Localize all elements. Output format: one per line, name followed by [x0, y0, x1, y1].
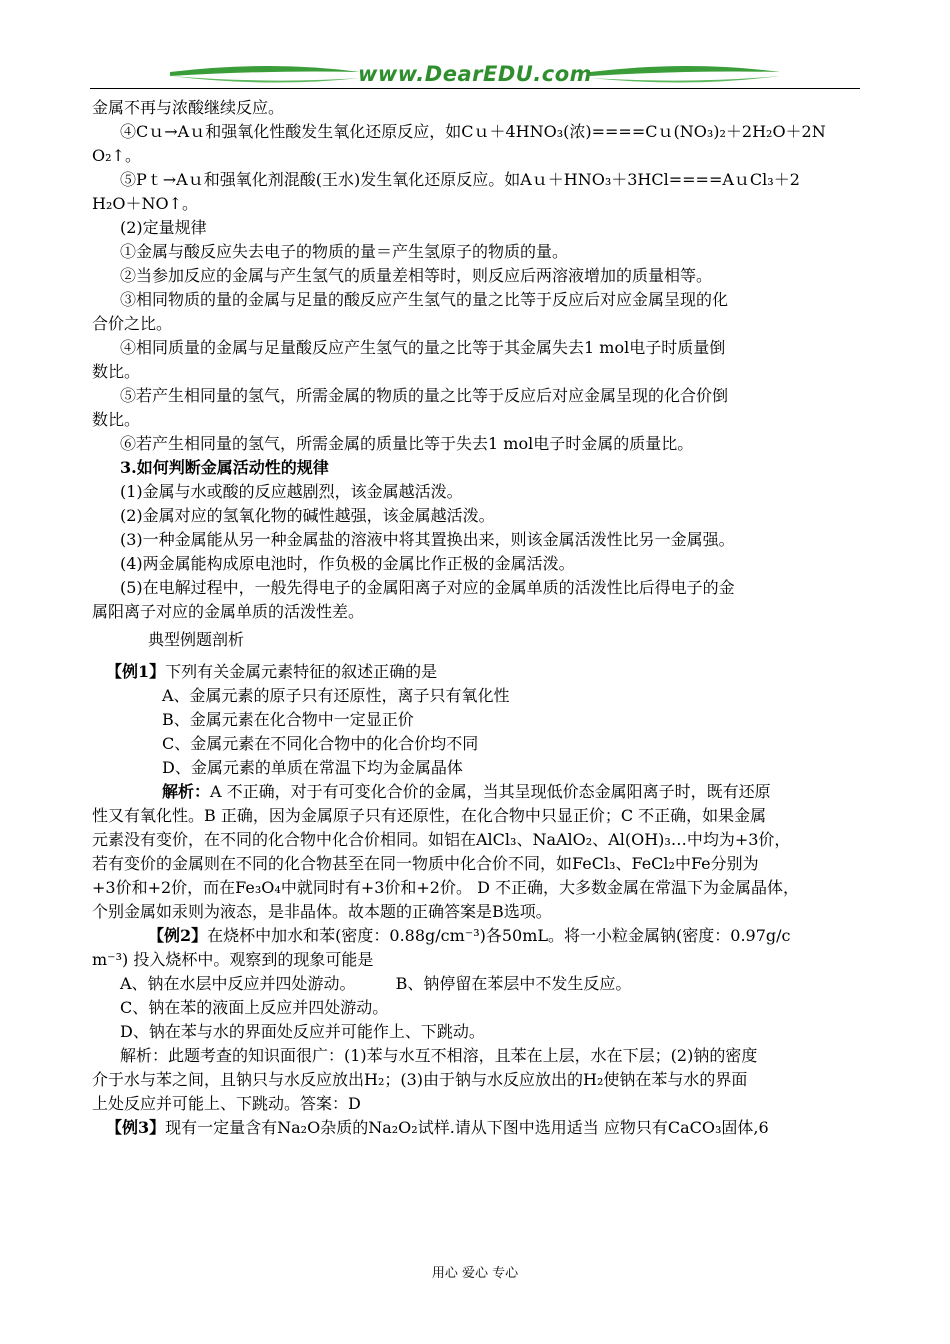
- text-line: (2)金属对应的氢氧化物的碱性越强，该金属越活泼。: [120, 506, 495, 525]
- text-line: 上处反应并可能上、下跳动。答案：D: [92, 1094, 361, 1113]
- text-line: 金属不再与浓酸继续反应。: [92, 98, 285, 117]
- text-line: ④Cｕ→Aｕ和强氧化性酸发生氧化还原反应，如Cｕ＋4HNO₃(浓)====Cｕ(NO₃)₂＋2H₂O＋2N: [120, 122, 826, 141]
- site-header-banner: [90, 58, 860, 92]
- text-line: 下列有关金属元素特征的叙述正确的是: [165, 662, 438, 681]
- text-line: 数比。: [92, 362, 141, 381]
- text-line: ③相同物质的量的金属与足量的酸反应产生氢气的量之比等于反应后对应金属呈现的化: [120, 290, 729, 309]
- text-line: 属阳离子对应的金属单质的活泼性差。: [92, 602, 365, 621]
- text-line: 现有一定量含有Na₂O杂质的Na₂O₂试样.请从下图中选用适当 应物只有CaCO₃固体,6: [165, 1118, 769, 1137]
- text-line: (2)定量规律: [120, 218, 207, 237]
- option-d: D、金属元素的单质在常温下均为金属晶体: [162, 758, 463, 777]
- text-line: ①金属与酸反应失去电子的物质的量＝产生氢原子的物质的量。: [120, 242, 569, 261]
- option-b: B、钠停留在苯层中不发生反应。: [395, 974, 632, 993]
- example-1-label: 【例1】: [106, 662, 166, 681]
- option-b: B、金属元素在化合物中一定显正价: [162, 710, 414, 729]
- text-line: m⁻³) 投入烧杯中。观察到的现象可能是: [92, 950, 374, 969]
- example-3-question: [92, 1116, 860, 1140]
- option-a: A、钠在水层中反应并四处游动。: [120, 974, 356, 993]
- example-2-label: 【例2】: [148, 926, 208, 945]
- text-line: +3价和+2价，而在Fe₃O₄中就同时有+3价和+2价。 D 不正确，大多数金属在常温下为金属晶体，: [92, 878, 799, 897]
- text-line: O₂↑。: [92, 146, 141, 165]
- text-line: 性又有氧化性。B 正确，因为金属原子只有还原性，在化合物中只显正价；C 不正确，如果金属: [92, 806, 767, 825]
- text-line: ⑥若产生相同量的氢气，所需金属的质量比等于失去1 mol电子时金属的质量比。: [120, 434, 694, 453]
- text-line: (3)一种金属能从另一种金属盐的溶液中将其置换出来，则该金属活泼性比另一金属强。: [120, 530, 735, 549]
- section-heading: 3.如何判断金属活动性的规律: [120, 458, 329, 477]
- text-line: 若有变价的金属则在不同的化合物甚至在同一物质中化合价不同，如FeCl₃、FeCl₂中Fe分别为: [92, 854, 759, 873]
- text-line: (1)金属与水或酸的反应越剧烈，该金属越活泼。: [120, 482, 463, 501]
- text-line: 个别金属如汞则为液态，是非晶体。故本题的正确答案是B选项。: [92, 902, 552, 921]
- text-line: 解析：此题考查的知识面很广：(1)苯与水互不相溶，且苯在上层，水在下层；(2)钠的密度: [120, 1046, 758, 1065]
- text-line: 合价之比。: [92, 314, 173, 333]
- document-body: [92, 96, 860, 1140]
- text-line: H₂O＋NO↑。: [92, 194, 199, 213]
- text-line: (4)两金属能构成原电池时，作负极的金属比作正极的金属活泼。: [120, 554, 575, 573]
- option-a: A、金属元素的原子只有还原性，离子只有氧化性: [162, 686, 510, 705]
- text-line: ②当参加反应的金属与产生氢气的质量差相等时，则反应后两溶液增加的质量相等。: [120, 266, 713, 285]
- option-d: D、钠在苯与水的界面处反应并可能作上、下跳动。: [120, 1022, 485, 1041]
- text-line: 介于水与苯之间，且钠只与水反应放出H₂；(3)由于钠与水反应放出的H₂使钠在苯与水的界面: [92, 1070, 748, 1089]
- example-1-question: [92, 660, 860, 684]
- example-2-question: [92, 924, 860, 948]
- text-line: (5)在电解过程中，一般先得电子的金属阳离子对应的金属单质的活泼性比后得电子的金: [120, 578, 735, 597]
- examples-heading: 典型例题剖析: [148, 630, 245, 649]
- site-logo-text: www.DearEDU.com: [357, 62, 593, 86]
- page-footer: 用心 爱心 专心: [431, 1266, 519, 1281]
- analysis-label: 解析：: [162, 782, 211, 801]
- analysis-line: [92, 780, 860, 804]
- option-a-b: [92, 972, 860, 996]
- text-line: A 不正确，对于有可变化合价的金属，当其呈现低价态金属阳离子时，既有还原: [210, 782, 771, 801]
- text-line: ⑤Pｔ→Aｕ和强氧化剂混酸(王水)发生氧化还原反应。如Aｕ＋HNO₃＋3HCl====AｕCl₃＋2: [120, 170, 800, 189]
- option-c: C、金属元素在不同化合物中的化合价均不同: [162, 734, 479, 753]
- text-line: ④相同质量的金属与足量酸反应产生氢气的量之比等于其金属失去1 mol电子时质量倒: [120, 338, 726, 357]
- example-3-label: 【例3】: [106, 1118, 166, 1137]
- text-line: 在烧杯中加水和苯(密度：0.88g/cm⁻³)各50mL。将一小粒金属钠(密度：0.97g/c: [207, 926, 791, 945]
- option-c: C、钠在苯的液面上反应并四处游动。: [120, 998, 389, 1017]
- text-line: 元素没有变价，在不同的化合物中化合价相同。如铝在AlCl₃、NaAlO₂、Al(OH)₃…中均为+3价，: [92, 830, 791, 849]
- text-line: ⑤若产生相同量的氢气，所需金属的物质的量之比等于反应后对应金属呈现的化合价倒: [120, 386, 729, 405]
- header-divider: [90, 88, 860, 89]
- text-line: 数比。: [92, 410, 141, 429]
